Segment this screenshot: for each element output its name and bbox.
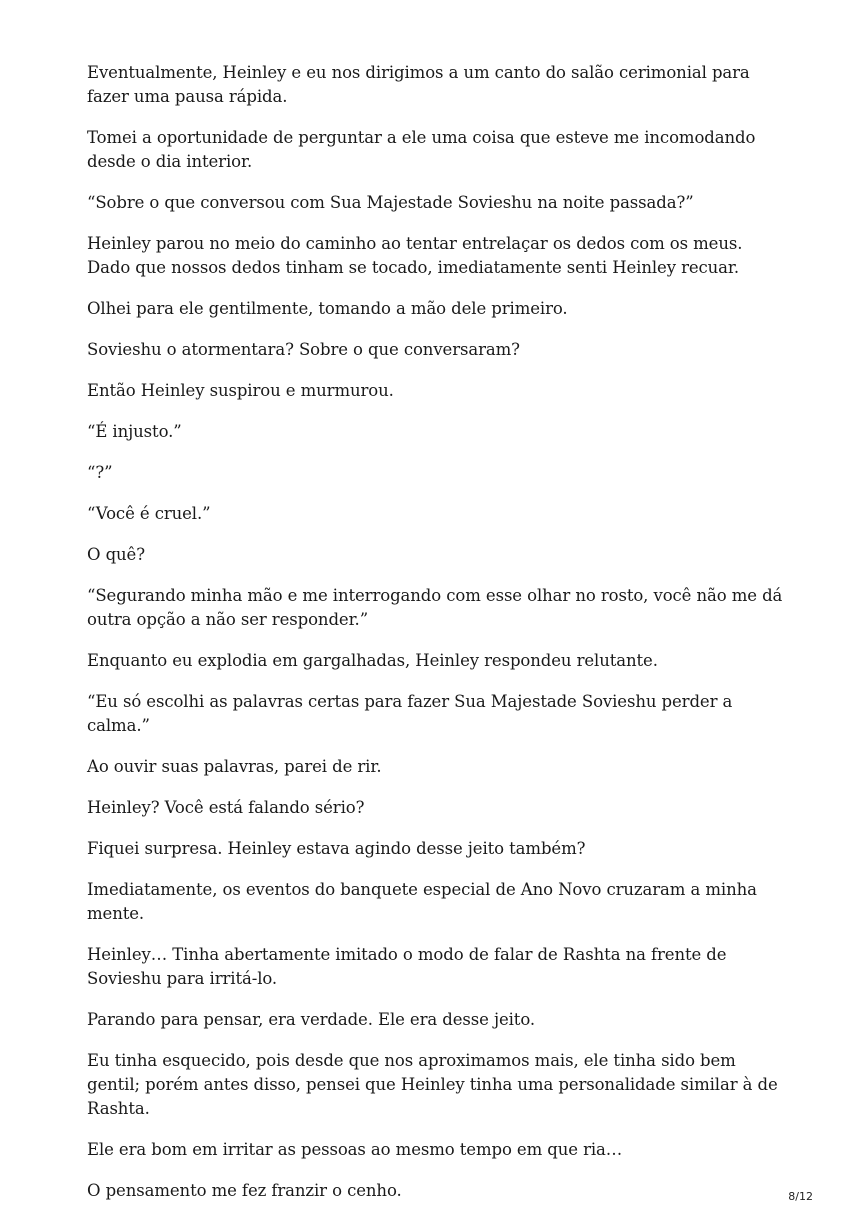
paragraph: Heinley parou no meio do caminho ao tentar entrelaçar os dedos com os meus. Dado que nossos dedos tinham se tocado, imediatamente senti Heinley recuar.: [87, 234, 743, 277]
paragraph: Sovieshu o atormentara? Sobre o que conversaram?: [87, 340, 520, 359]
paragraph: Eventualmente, Heinley e eu nos dirigimos a um canto do salão cerimonial para fazer uma pausa rápida.: [87, 63, 750, 106]
paragraph: “Sobre o que conversou com Sua Majestade Sovieshu na noite passada?”: [87, 193, 694, 212]
paragraph: O quê?: [87, 545, 145, 564]
page-number: 8/12: [788, 1190, 813, 1203]
paragraph: “Segurando minha mão e me interrogando com esse olhar no rosto, você não me dá outra opção a não ser responder.”: [87, 586, 783, 629]
paragraph: Eu tinha esquecido, pois desde que nos aproximamos mais, ele tinha sido bem gentil; porém antes disso, pensei que Heinley tinha uma personalidade similar à de Rashta.: [87, 1051, 778, 1118]
paragraph: Olhei para ele gentilmente, tomando a mão dele primeiro.: [87, 299, 568, 318]
paragraph: “É injusto.”: [87, 422, 182, 441]
paragraph: Ele era bom em irritar as pessoas ao mesmo tempo em que ria…: [87, 1140, 623, 1159]
paragraph: Ao ouvir suas palavras, parei de rir.: [87, 757, 382, 776]
paragraph: O pensamento me fez franzir o cenho.: [87, 1181, 402, 1200]
paragraph: “Eu só escolhi as palavras certas para fazer Sua Majestade Sovieshu perder a calma.”: [87, 692, 733, 735]
paragraph: Tomei a oportunidade de perguntar a ele uma coisa que esteve me incomodando desde o dia interior.: [87, 128, 756, 171]
paragraph: Enquanto eu explodia em gargalhadas, Heinley respondeu relutante.: [87, 651, 658, 670]
paragraph: Imediatamente, os eventos do banquete especial de Ano Novo cruzaram a minha mente.: [87, 880, 757, 923]
paragraph: Fiquei surpresa. Heinley estava agindo desse jeito também?: [87, 839, 586, 858]
paragraph: Heinley? Você está falando sério?: [87, 798, 365, 817]
paragraph: Então Heinley suspirou e murmurou.: [87, 381, 394, 400]
paragraph: Parando para pensar, era verdade. Ele era desse jeito.: [87, 1010, 536, 1029]
paragraph: “?”: [87, 463, 113, 482]
paragraph: “Você é cruel.”: [87, 504, 211, 523]
page-body-text: [87, 61, 787, 1220]
paragraph: Heinley… Tinha abertamente imitado o modo de falar de Rashta na frente de Sovieshu para irritá-lo.: [87, 945, 727, 988]
